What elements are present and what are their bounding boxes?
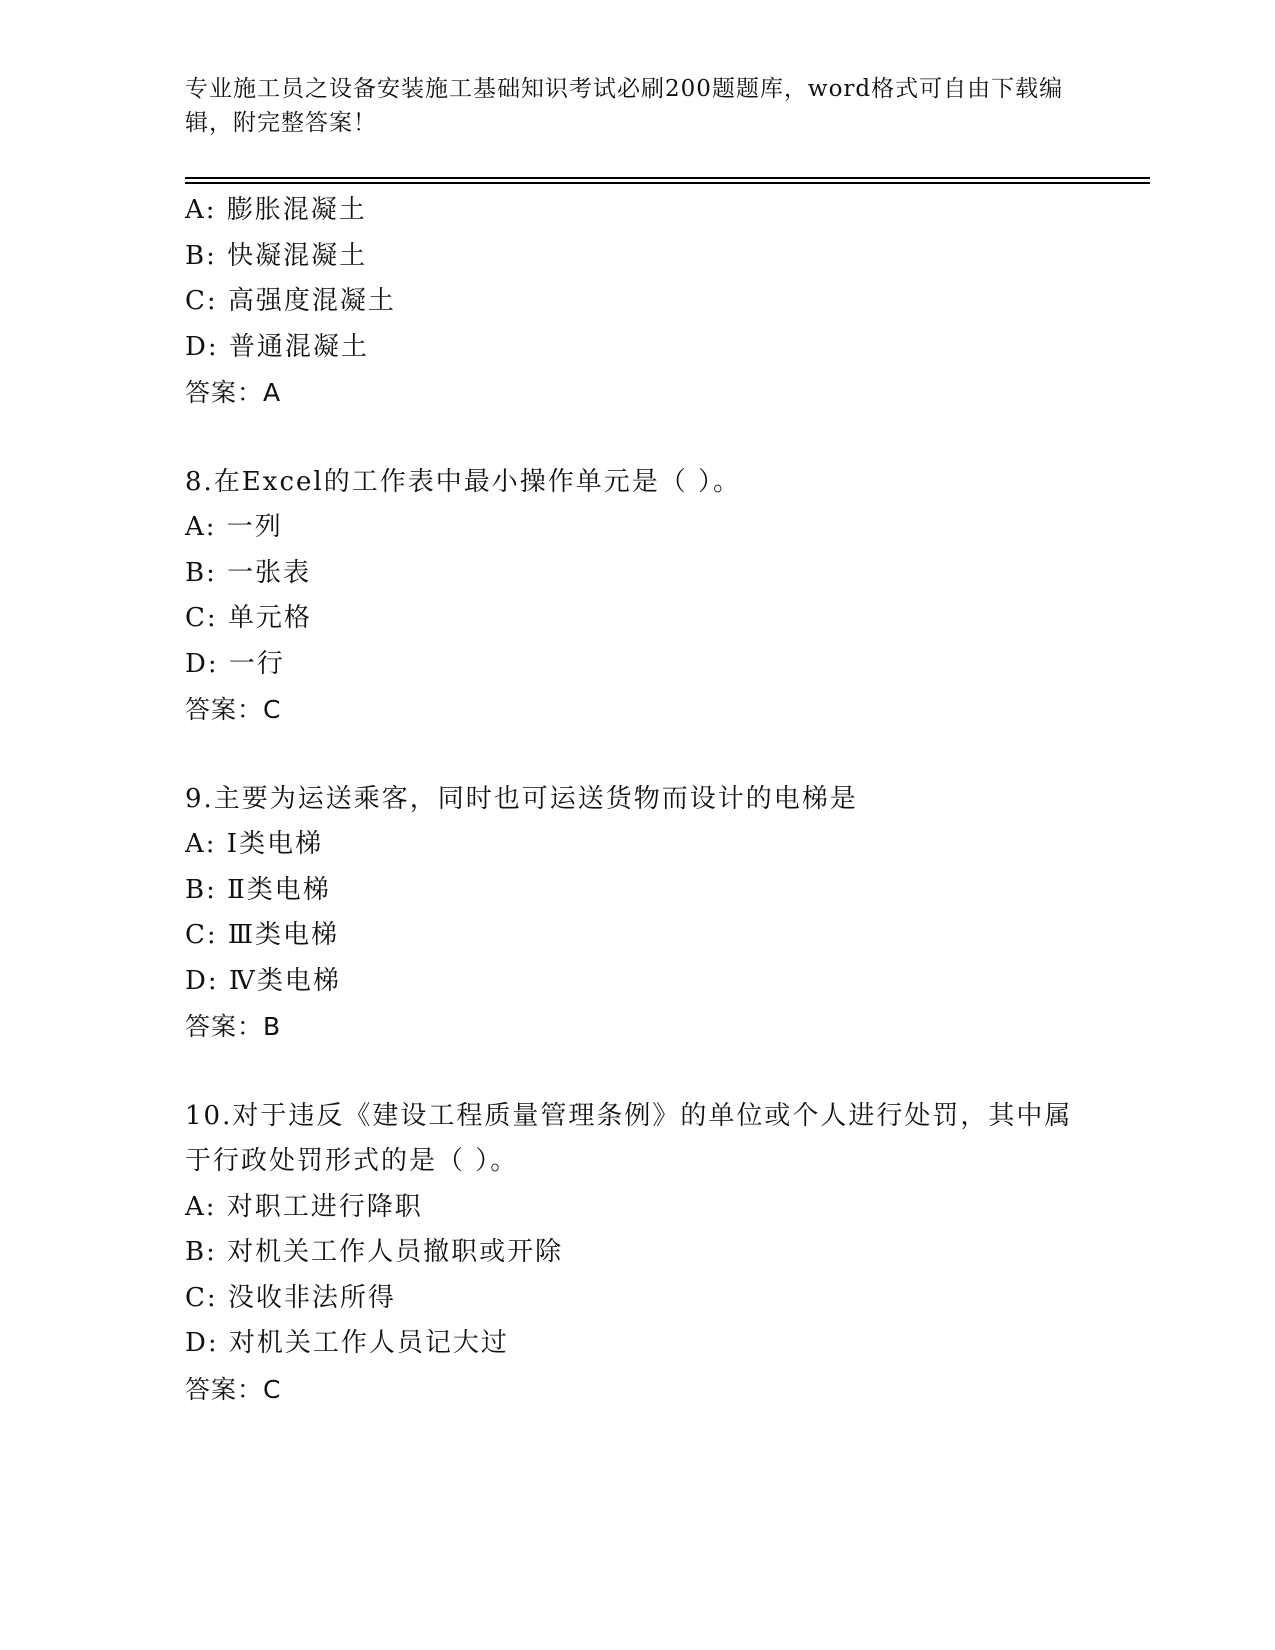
- option-a: A: Ⅰ类电梯: [185, 829, 324, 859]
- answer-line: 答案：C: [185, 1374, 282, 1404]
- option-a: A: 对职工进行降职: [185, 1191, 423, 1222]
- question-block-7: [185, 188, 1075, 416]
- header-divider-bottom: [185, 182, 1150, 184]
- document-header-title: 专业施工员之设备安装施工基础知识考试必刷200题题库，word格式可自由下载编辑，附完整答案！: [185, 76, 1064, 136]
- option-c: C: 单元格: [185, 603, 312, 633]
- question-text: 10.对于违反《建设工程质量管理条例》的单位或个人进行处罚，其中属于行政处罚形式的是（ ）。: [185, 1100, 1073, 1176]
- question-list: [185, 188, 1075, 1412]
- option-b: B: 一张表: [185, 557, 312, 588]
- header-divider-top: [185, 177, 1150, 179]
- question-block-9: [185, 777, 1075, 1050]
- option-d: D: 普通混凝土: [185, 331, 369, 362]
- option-c: C: Ⅲ类电梯: [185, 920, 339, 950]
- block-spacer: [185, 1050, 1075, 1094]
- answer-line: 答案：A: [185, 378, 282, 407]
- option-b: B: 快凝混凝土: [185, 240, 368, 271]
- option-c: C: 高强度混凝土: [185, 286, 396, 316]
- option-b: B: 对机关工作人员撤职或开除: [185, 1237, 564, 1267]
- block-spacer: [185, 416, 1075, 460]
- question-text: 8.在Excel的工作表中最小操作单元是（ ）。: [185, 466, 741, 497]
- option-b: B: Ⅱ类电梯: [185, 874, 331, 905]
- answer-line: 答案：C: [185, 695, 282, 724]
- block-spacer: [185, 733, 1075, 777]
- option-c: C: 没收非法所得: [185, 1282, 396, 1313]
- option-d: D: 对机关工作人员记大过: [185, 1328, 509, 1358]
- option-a: A: 膨胀混凝土: [185, 195, 367, 225]
- option-d: D: Ⅳ类电梯: [185, 965, 341, 996]
- question-text: 9.主要为运送乘客，同时也可运送货物而设计的电梯是: [185, 783, 858, 814]
- question-block-10: [185, 1094, 1075, 1413]
- option-d: D: 一行: [185, 648, 285, 679]
- answer-line: 答案：B: [185, 1012, 282, 1041]
- option-a: A: 一列: [185, 512, 283, 542]
- question-block-8: [185, 460, 1075, 733]
